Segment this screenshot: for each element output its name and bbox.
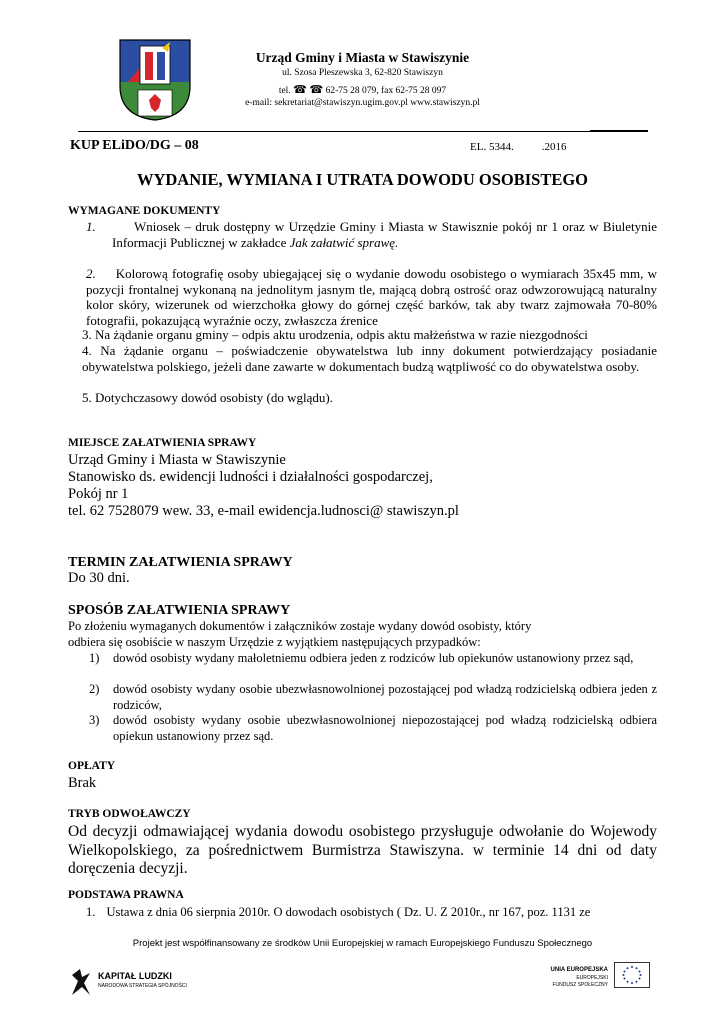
term-value: Do 30 dni. bbox=[68, 570, 130, 586]
kapital-ludzki-logo bbox=[68, 963, 188, 1003]
document-reference bbox=[470, 141, 594, 153]
method-item-number: 1) bbox=[89, 651, 100, 665]
office-email: e-mail: sekretariat@stawiszyn.ugim.gov.pl www.stawiszyn.pl bbox=[245, 98, 480, 108]
method-item-text: dowód osobisty wydany osobie ubezwłasnowolnionej pozostającej pod władzą rodzicielską odbiera jeden z rodziców, bbox=[113, 682, 657, 712]
document-el-label: EL. 5344. bbox=[470, 141, 514, 153]
required-item-5: 5. Dotychczasowy dowód osobisty (do wglądu). bbox=[82, 390, 333, 405]
term-heading: TERMIN ZAŁATWIENIA SPRAWY bbox=[68, 555, 293, 570]
document-code: KUP ELiDO/DG – 08 bbox=[70, 138, 199, 153]
required-docs-heading: WYMAGANE DOKUMENTY bbox=[68, 205, 221, 217]
eu-subtitle-2: FUNDUSZ SPOŁECZNY bbox=[552, 982, 608, 988]
appeal-heading: TRYB ODWOŁAWCZY bbox=[68, 808, 191, 820]
required-item-1 bbox=[86, 219, 657, 250]
office-name: Urząd Gminy i Miasta w Stawiszynie bbox=[255, 50, 470, 65]
office-phones: 62-75 28 079, fax 62-75 28 097 bbox=[325, 86, 447, 96]
place-line-3: Pokój nr 1 bbox=[68, 486, 129, 502]
fees-heading: OPŁATY bbox=[68, 760, 116, 772]
eu-logo bbox=[550, 960, 650, 1004]
required-item-2 bbox=[86, 266, 657, 328]
place-line-1: Urząd Gminy i Miasta w Stawiszynie bbox=[68, 452, 286, 468]
required-item-2-number: 2. bbox=[86, 266, 96, 281]
place-heading: MIEJSCE ZAŁATWIENIA SPRAWY bbox=[68, 437, 257, 449]
legal-item-1-text: Ustawa z dnia 06 sierpnia 2010r. O dowodach osobistych ( Dz. U. Z 2010r., nr 167, poz. 1131 ze bbox=[106, 905, 591, 919]
method-item-text: dowód osobisty wydany osobie ubezwłasnowolnionej niepozostającej pod władzą rodzicielską odbiera opiekun ustanowiony przez sąd. bbox=[113, 713, 657, 743]
place-line-4: tel. 62 7528079 wew. 33, e-mail ewidencja.ludnosci@ stawiszyn.pl bbox=[68, 503, 459, 519]
phone-icon: ☎ ☎ bbox=[293, 84, 324, 96]
method-item-number: 3) bbox=[89, 713, 100, 727]
footer-cofinancing: Projekt jest współfinansowany ze środków Unii Europejskiej w ramach Europejskiego Funduszu Społecznego bbox=[132, 938, 593, 949]
required-item-1-link: Jak załatwić sprawę. bbox=[289, 234, 399, 250]
method-heading: SPOSÓB ZAŁATWIENIA SPRAWY bbox=[68, 603, 291, 618]
eu-subtitle-1: EUROPEJSKI bbox=[576, 975, 608, 981]
legal-heading: PODSTAWA PRAWNA bbox=[68, 889, 184, 901]
method-item bbox=[89, 682, 657, 713]
method-intro-2: odbiera się osobiście w naszym Urzędzie z wyjątkiem następujących przypadków: bbox=[68, 635, 481, 649]
required-item-2-text: Kolorową fotografię osoby ubiegającej się o wydanie dowodu osobistego o wymiarach 35x45 mm, w pozycji frontalnej wykonaną na jednolitym jasnym tle, mającą dobrą ostrość oraz odwzorowującą naturalny kolor skóry, wizerunek od wierzchołka głowy do górnej część barków, tak aby twarz zajmowała 70-80% fotografii, pokazującą wyraźnie oczy, zwłaszcza źrenice bbox=[86, 266, 657, 328]
method-item bbox=[89, 651, 657, 667]
appeal-text: Od decyzji odmawiającej wydania dowodu osobistego przysługuje odwołanie do Wojewody Wielkopolskiego, za pośrednictwem Burmistrza Stawiszyna. w terminie 14 dni od daty doręczenia decyzji. bbox=[68, 823, 657, 877]
document-year: .2016 bbox=[541, 141, 567, 153]
fees-value: Brak bbox=[68, 775, 97, 791]
office-address: ul. Szosa Pleszewska 3, 62-820 Stawiszyn bbox=[282, 68, 443, 78]
kapital-ludzki-subtitle: NARODOWA STRATEGIA SPÓJNOŚCI bbox=[98, 983, 187, 989]
method-item bbox=[89, 713, 657, 744]
eu-title: UNIA EUROPEJSKA bbox=[550, 967, 608, 973]
tel-prefix: tel. bbox=[278, 86, 291, 96]
required-item-1-number: 1. bbox=[86, 219, 96, 234]
kapital-ludzki-logo-icon bbox=[68, 965, 94, 997]
office-phones-line bbox=[0, 83, 725, 96]
required-item-4: 4. Na żądanie organu – poświadczenie obywatelstwa lub inny dokument potwierdzający posiadanie obywatelstwa polskiego, jeżeli dane zawarte w dokumentach budzą wątpliwość co do obywatelstwa osoby. bbox=[82, 343, 657, 374]
required-item-3: 3. Na żądanie organu gminy – odpis aktu urodzenia, odpis aktu małżeństwa w razie niezgodności bbox=[82, 327, 588, 342]
eu-flag-icon bbox=[614, 962, 650, 988]
legal-item-1-number: 1. bbox=[86, 905, 96, 919]
header-divider-thick bbox=[590, 130, 648, 132]
method-item-number: 2) bbox=[89, 682, 100, 696]
method-item-text: dowód osobisty wydany małoletniemu odbiera jeden z rodziców lub opiekunów ustanowiony przez sąd, bbox=[113, 651, 634, 665]
document-title: WYDANIE, WYMIANA I UTRATA DOWODU OSOBISTEGO bbox=[136, 170, 589, 189]
header-divider bbox=[78, 131, 648, 132]
kapital-ludzki-title: KAPITAŁ LUDZKI bbox=[98, 971, 172, 981]
place-line-2: Stanowisko ds. ewidencji ludności i działalności gospodarczej, bbox=[68, 469, 433, 485]
required-item-1-text: Wniosek – druk dostępny w Urzędzie Gminy i Miasta w Stawisznie pokój nr 1 oraz w Biuletynie Informacji Publicznej w zakładce bbox=[112, 219, 657, 250]
legal-item-1 bbox=[86, 905, 661, 921]
method-intro-1: Po złożeniu wymaganych dokumentów i załączników zostaje wydany dowód osobisty, który bbox=[68, 619, 532, 633]
